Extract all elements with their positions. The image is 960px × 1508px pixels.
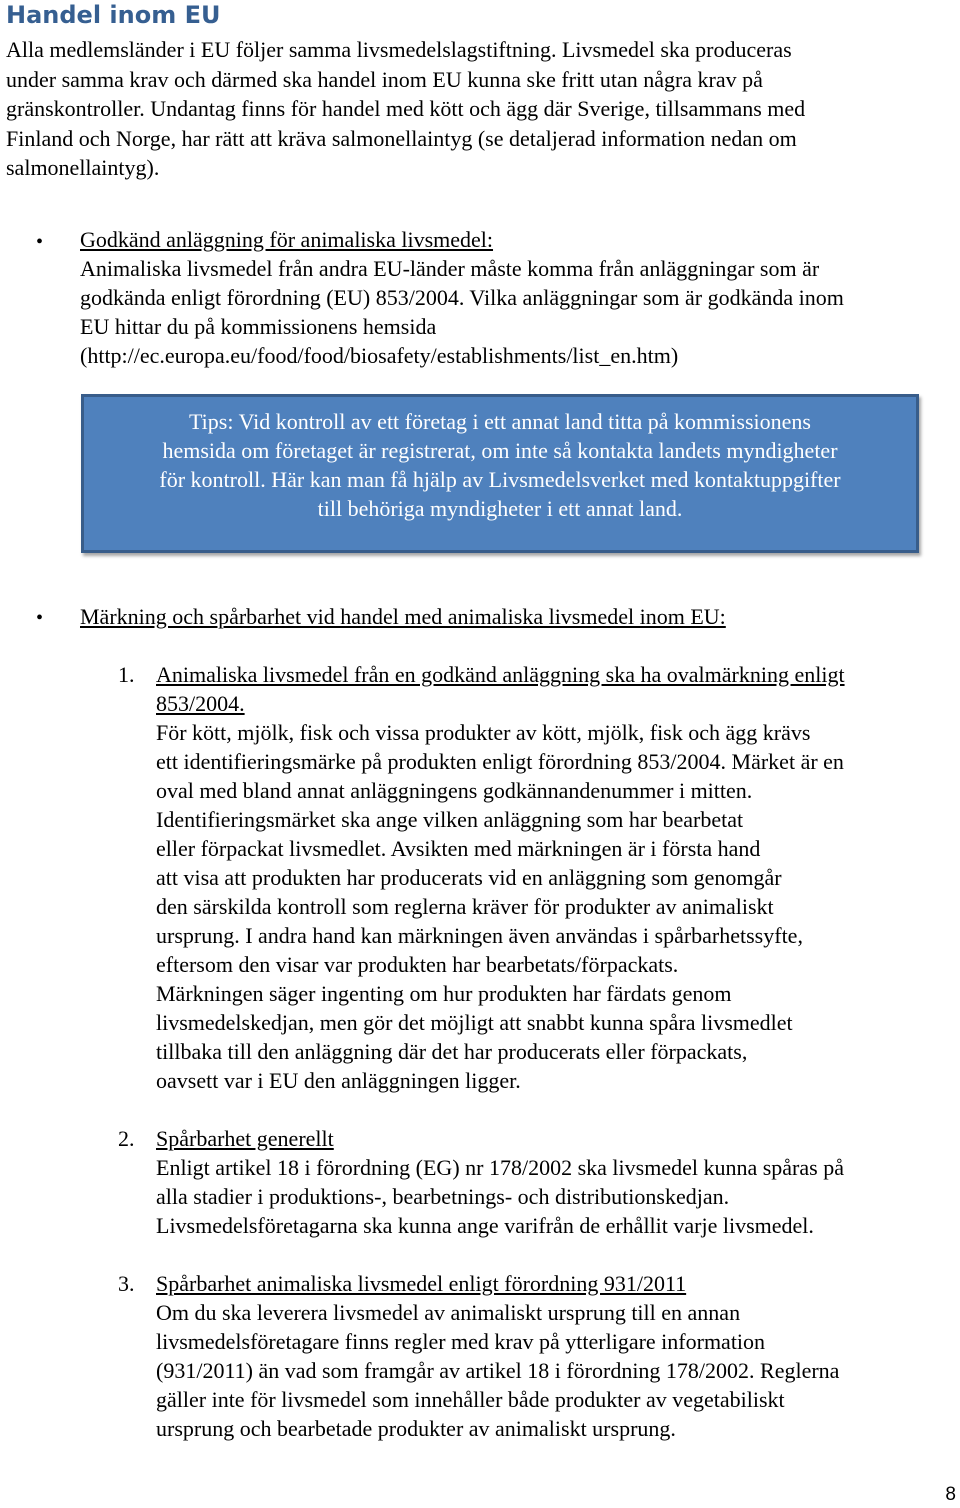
list-item-line: eftersom den visar var produkten har bearbetats/förpackats.	[156, 952, 679, 977]
list-item-title: Spårbarhet generellt	[156, 1126, 334, 1151]
list-item-line: livsmedelsföretagare finns regler med krav på ytterligare information	[156, 1329, 766, 1354]
bullet-approved-facility	[80, 225, 960, 370]
bullet-line: Animaliska livsmedel från andra EU-länder måste komma från anläggningar som är	[80, 256, 820, 281]
list-item-line: livsmedelskedjan, men gör det möjligt att snabbt kunna spåra livsmedlet	[156, 1010, 793, 1035]
list-number: 2.	[118, 1126, 135, 1151]
bullet-dot-icon: •	[36, 231, 44, 253]
list-item-traceability-animal	[156, 1269, 956, 1443]
bullet-dot-icon: •	[36, 607, 44, 629]
list-number: 1.	[118, 662, 135, 687]
list-item-line: tillbaka till den anläggning där det har producerats eller förpackats,	[156, 1039, 748, 1064]
page-number: 8	[945, 1484, 956, 1505]
list-item-oval-marking	[156, 660, 956, 1095]
list-item-line: Livsmedelsföretagarna ska kunna ange varifrån de erhållit varje livsmedel.	[156, 1213, 814, 1238]
bullet-line: godkända enligt förordning (EU) 853/2004. Vilka anläggningar som är godkända inom	[80, 285, 844, 310]
list-item-title: Animaliska livsmedel från en godkänd anläggning ska ha ovalmärkning enligt	[156, 662, 845, 687]
tip-line: hemsida om företaget är registrerat, om inte så kontakta landets myndigheter	[162, 438, 838, 463]
bullet-line: EU hittar du på kommissionens hemsida	[80, 314, 437, 339]
list-item-line: Enligt artikel 18 i förordning (EG) nr 178/2002 ska livsmedel kunna spåras på	[156, 1155, 844, 1180]
list-item-line: alla stadier i produktions-, bearbetnings- och distributionskedjan.	[156, 1184, 730, 1209]
list-item-line: att visa att produkten har producerats vid en anläggning som genomgår	[156, 865, 782, 890]
bullet-title: Godkänd anläggning för animaliska livsmedel:	[80, 227, 494, 252]
list-item-line: oval med bland annat anläggningens godkännandenummer i mitten.	[156, 778, 753, 803]
intro-line: under samma krav och därmed ska handel inom EU kunna ske fritt utan några krav på	[6, 66, 763, 92]
section-heading: Handel inom EU	[6, 1, 221, 29]
intro-line: Finland och Norge, har rätt att kräva salmonellaintyg (se detaljerad information nedan om	[6, 125, 797, 151]
list-item-line: Identifieringsmärket ska ange vilken anläggning som har bearbetat	[156, 807, 744, 832]
list-number: 3.	[118, 1271, 135, 1296]
intro-paragraph	[6, 35, 956, 183]
list-item-line: oavsett var i EU den anläggningen ligger.	[156, 1068, 521, 1093]
list-item-line: gäller inte för livsmedel som innehåller både produkter av vegetabiliskt	[156, 1387, 785, 1412]
list-item-traceability-general	[156, 1124, 956, 1240]
list-item-line: (931/2011) än vad som framgår av artikel 18 i förordning 178/2002. Reglerna	[156, 1358, 840, 1383]
tip-text	[84, 407, 916, 523]
commission-url: (http://ec.europa.eu/food/food/biosafety/establishments/list_en.htm)	[80, 343, 679, 368]
list-item-line: Om du ska leverera livsmedel av animaliskt ursprung till en annan	[156, 1300, 741, 1325]
bullet-title: Märkning och spårbarhet vid handel med animaliska livsmedel inom EU:	[80, 604, 726, 629]
list-item-line: ursprung och bearbetade produkter av animaliskt ursprung.	[156, 1416, 676, 1441]
tip-box	[81, 394, 919, 553]
list-item-line: Märkningen säger ingenting om hur produkten har färdats genom	[156, 981, 732, 1006]
list-item-title: Spårbarhet animaliska livsmedel enligt förordning 931/2011	[156, 1271, 687, 1296]
list-item-title: 853/2004.	[156, 691, 245, 716]
list-item-line: ett identifieringsmärke på produkten enligt förordning 853/2004. Märket är en	[156, 749, 844, 774]
list-item-line: den särskilda kontroll som reglerna kräver för produkter av animaliskt	[156, 894, 774, 919]
list-item-line: eller förpackat livsmedlet. Avsikten med märkningen är i första hand	[156, 836, 761, 861]
list-item-line: För kött, mjölk, fisk och vissa produkter av kött, mjölk, fisk och ägg krävs	[156, 720, 811, 745]
intro-line: salmonellaintyg).	[6, 155, 160, 180]
tip-line: till behöriga myndigheter i ett annat land.	[317, 496, 683, 521]
tip-line: Tips: Vid kontroll av ett företag i ett annat land titta på kommissionens	[189, 409, 811, 434]
intro-line: Alla medlemsländer i EU följer samma livsmedelslagstiftning. Livsmedel ska produceras	[6, 37, 792, 62]
list-item-line: ursprung. I andra hand kan märkningen även användas i spårbarhetssyfte,	[156, 923, 803, 948]
intro-line: gränskontroller. Undantag finns för handel med kött och ägg där Sverige, tillsammans med	[6, 96, 806, 121]
tip-line: för kontroll. Här kan man få hjälp av Livsmedelsverket med kontaktuppgifter	[159, 467, 841, 492]
bullet-labelling	[80, 602, 726, 631]
